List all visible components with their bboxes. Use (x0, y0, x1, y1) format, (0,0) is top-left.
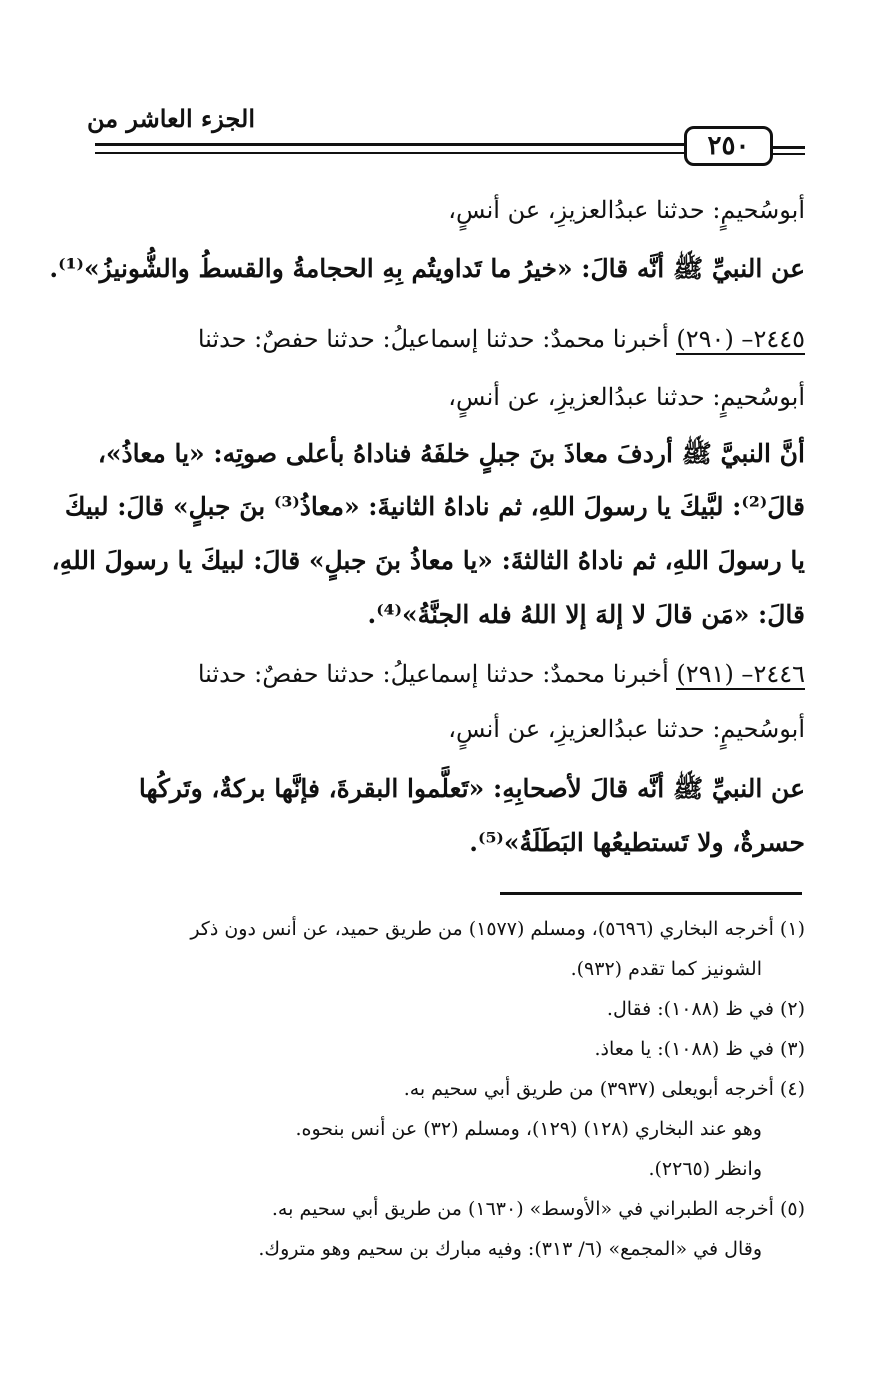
isnad-2445: أخبرنا محمدٌ: حدثنا إسماعيلُ: حدثنا حفصٌ: حدثنا (197, 325, 669, 353)
footnote-5-line-2: وقال في «المجمع» (٦/ ٣١٣): وفيه مبارك بن سحيم وهو متروك. (258, 1238, 762, 1260)
text-line-10: أبوسُحيمٍ: حدثنا عبدُالعزيزِ، عن أنسٍ، (448, 715, 805, 743)
text-line-4: أبوسُحيمٍ: حدثنا عبدُالعزيزِ، عن أنسٍ، (448, 383, 805, 411)
hadith-text-line-8: قالَ: «مَن قالَ لا إلهَ إلا اللهُ فله الجنَّةُ»⁽⁴⁾. (367, 600, 805, 629)
running-header-title: الجزء العاشر من (86, 104, 255, 133)
hadith-text-line-12: حسرةٌ، ولا تَستطيعُها البَطَلَةُ»⁽⁵⁾. (469, 828, 805, 857)
footnote-3: (٣) في ظ (١٠٨٨): يا معاذ. (594, 1038, 805, 1060)
text-line-1: أبوسُحيمٍ: حدثنا عبدُالعزيزِ، عن أنسٍ، (448, 196, 805, 224)
header-rule-bottom (95, 152, 684, 154)
hadith-text-line-11: عن النبيِّ ﷺ أنَّه قالَ لأصحابِهِ: «تَعلَّموا البقرةَ، فإنَّها بركةٌ، وتَركُها (138, 774, 805, 803)
footnote-1-line-1: (١) أخرجه البخاري (٥٦٩٦)، ومسلم (١٥٧٧) من طريق حميد، عن أنس دون ذكر (190, 918, 805, 940)
hadith-header-2445 (198, 325, 805, 353)
footnote-separator (500, 892, 802, 895)
header-rule-right-top (773, 146, 805, 149)
footnote-5-line-1: (٥) أخرجه الطبراني في «الأوسط» (١٦٣٠) من طريق أبي سحيم به. (271, 1198, 805, 1220)
hadith-number-2446: ٢٤٤٦– (٢٩١) (676, 660, 805, 688)
header-rule-top (95, 143, 684, 146)
footnote-2: (٢) في ظ (١٠٨٨): فقال. (606, 998, 805, 1020)
isnad-2446: أخبرنا محمدٌ: حدثنا إسماعيلُ: حدثنا حفصٌ: حدثنا (197, 660, 669, 688)
footnote-4-line-2: وهو عند البخاري (١٢٨) (١٢٩)، ومسلم (٣٢) عن أنس بنحوه. (295, 1118, 762, 1140)
footnote-4-line-3: وانظر (٢٢٦٥). (648, 1158, 762, 1180)
hadith-number-2445: ٢٤٤٥– (٢٩٠) (676, 325, 805, 353)
hadith-text-line-6: قالَ⁽²⁾: لبَّيكَ يا رسولَ اللهِ، ثم ناداهُ الثانيةَ: «معاذُ⁽³⁾ بنَ جبلٍ» قالَ: لبيكَ (64, 492, 805, 521)
footnote-4-line-1: (٤) أخرجه أبويعلى (٣٩٣٧) من طريق أبي سحيم به. (403, 1078, 805, 1100)
page-number: ٢٥٠ (684, 126, 773, 166)
header-rule-right-bottom (773, 153, 805, 155)
hadith-header-2446 (198, 660, 805, 688)
footnote-1-line-2: الشونيز كما تقدم (٩٣٢). (570, 958, 762, 980)
hadith-text-line-5: أنَّ النبيَّ ﷺ أردفَ معاذَ بنَ جبلٍ خلفَهُ فناداهُ بأعلى صوتِه: «يا معاذُ»، (97, 439, 805, 468)
hadith-text-line-2: عن النبيِّ ﷺ أنَّه قالَ: «خيرُ ما تَداويتُم بِهِ الحجامةُ والقسطُ والشُّونيزُ»⁽¹⁾. (49, 254, 805, 283)
hadith-text-line-7: يا رسولَ اللهِ، ثم ناداهُ الثالثةَ: «يا معاذُ بنَ جبلٍ» قالَ: لبيكَ يا رسولَ اللهِ، (51, 546, 805, 575)
